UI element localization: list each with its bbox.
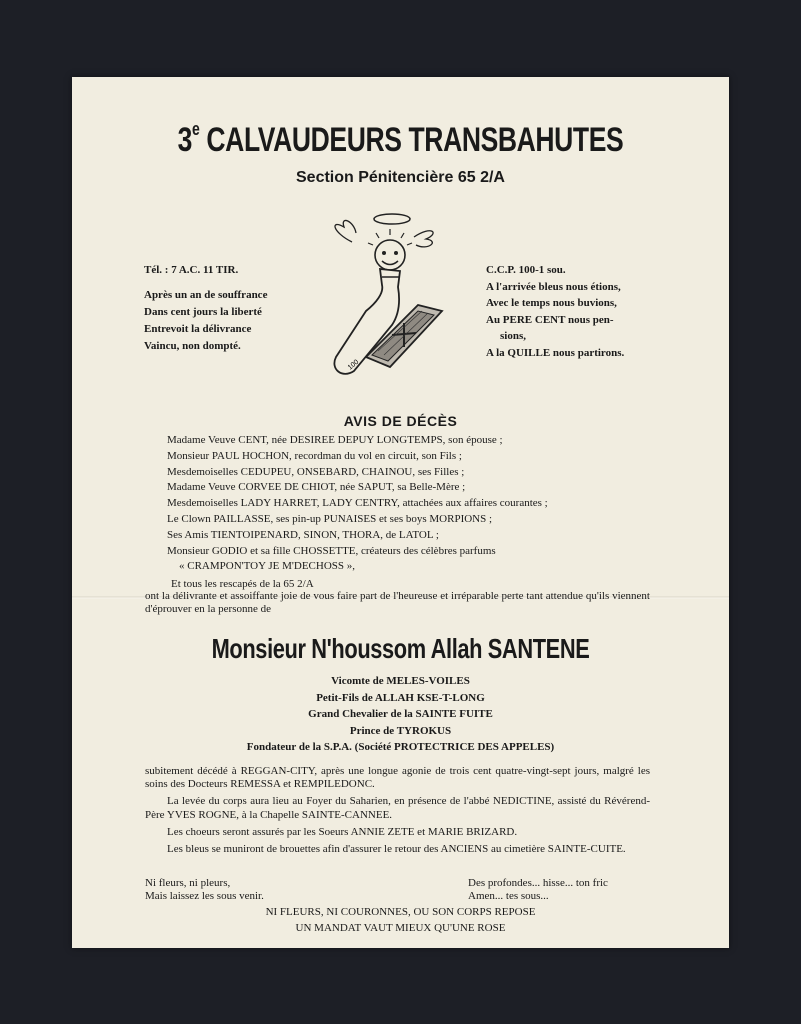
verse-line: Au PERE CENT nous pen-: [486, 313, 614, 326]
family-line: Et tous les rescapés de la 65 2/A: [171, 578, 314, 591]
closing-center: [72, 904, 729, 936]
title-line: Petit-Fils de ALLAH KSE-T-LONG: [316, 691, 485, 704]
announcement-text: ont la délivrante et assoiffante joie de vous faire part de l'heureuse et irréparable perte tant attendue qu'ils viennent d'éprouver en la personne de: [145, 590, 650, 615]
title-line: Grand Chevalier de la SAINTE FUITE: [308, 708, 493, 720]
section-heading: AVIS DE DÉCÈS: [343, 413, 458, 429]
motto-line: Après un an de souffrance: [144, 289, 268, 301]
paragraph: Les bleus se muniront de brouettes afin d'assurer le retour des ANCIENS au cimetière SAINTE-CUITE.: [167, 843, 626, 856]
family-line: Madame Veuve CORVEE DE CHIOT, née SAPUT, sa Belle-Mère ;: [167, 481, 466, 494]
telephone-line: Tél. : 7 A.C. 11 TIR.: [144, 264, 239, 276]
family-line: Mesdemoiselles CEDUPEU, ONSEBARD, CHAINOU, ses Filles ;: [167, 465, 465, 478]
ccp-line: C.C.P. 100-1 sou.: [486, 264, 566, 276]
verse-line: A l'arrivée bleus nous étions,: [486, 280, 621, 293]
motto-line: Dans cent jours la liberté: [144, 306, 262, 318]
verse-line: A la QUILLE nous partirons.: [486, 346, 625, 359]
family-line: « CRAMPON'TOY JE M'DECHOSS »,: [179, 560, 356, 573]
family-line: Le Clown PAILLASSE, ses pin-up PUNAISES et ses boys MORPIONS ;: [167, 512, 493, 525]
title-text: CALVAUDEURS TRANSBAHUTES: [206, 121, 624, 159]
closing-left: [145, 877, 264, 903]
family-line: Mesdemoiselles LADY HARRET, LADY CENTRY, attachées aux affaires courantes ;: [167, 497, 548, 510]
deceased-name: Monsieur N'houssom Allah SANTENE: [211, 633, 590, 664]
paragraph: La levée du corps aura lieu au Foyer du Saharien, en présence de l'abbé NEDICTINE, assisté du Révérend-Père YVES ROGNE, à la Chapelle SAINTE-CANNEE.: [145, 795, 650, 821]
body-text: [145, 765, 650, 860]
closing-line: Des profondes... hisse... ton fric: [468, 877, 608, 889]
family-list: [167, 433, 717, 593]
title-line: Vicomte de MELES-VOILES: [331, 675, 470, 687]
page-subtitle: Section Pénitencière 65 2/A: [296, 169, 505, 186]
verse-line: sions,: [500, 330, 526, 342]
motto-line: Entrevoit la délivrance: [144, 323, 252, 335]
motto-line: Vaincu, non dompté.: [144, 340, 241, 352]
closing-line: NI FLEURS, NI COURONNES, OU SON CORPS REPOSE: [265, 906, 536, 918]
closing-line: Amen... tes sous...: [468, 890, 549, 902]
bottle-mascot-illustration: [322, 207, 447, 387]
family-line: Monsieur PAUL HOCHON, recordman du vol en circuit, son Fils ;: [167, 449, 462, 462]
right-verse-block: [486, 262, 651, 361]
closing-line: Ni fleurs, ni pleurs,: [145, 877, 231, 889]
paragraph: Les choeurs seront assurés par les Soeurs ANNIE ZETE et MARIE BRIZARD.: [167, 825, 518, 838]
deceased-titles: [72, 673, 729, 756]
closing-line: UN MANDAT VAUT MIEUX QU'UNE ROSE: [295, 922, 506, 934]
closing-line: Mais laissez les sous venir.: [145, 890, 264, 902]
family-line: Madame Veuve CENT, née DESIREE DEPUY LONGTEMPS, son épouse ;: [167, 434, 503, 446]
closing-right: [468, 877, 608, 903]
page-title: [144, 119, 656, 160]
title-superscript: e: [192, 119, 200, 139]
notice-sheet: [72, 77, 729, 948]
title-line: Fondateur de la S.P.A. (Société PROTECTRICE DES APPELES): [246, 741, 555, 753]
family-line: Monsieur GODIO et sa fille CHOSSETTE, créateurs des célèbres parfums: [167, 544, 496, 557]
title-number: 3: [177, 121, 193, 159]
paragraph: subitement décédé à REGGAN-CITY, après une longue agonie de trois cent quatre-vingt-sept jours, malgré les soins des Docteurs REMESSA et REMPILEDONC.: [145, 765, 650, 791]
left-motto-block: [144, 262, 267, 355]
family-line: Ses Amis TIENTOIPENARD, SINON, THORA, de LATOL ;: [167, 528, 439, 541]
verse-line: Avec le temps nous buvions,: [486, 297, 617, 309]
title-line: Prince de TYROKUS: [349, 724, 452, 737]
bottle-label: 100: [346, 358, 361, 372]
